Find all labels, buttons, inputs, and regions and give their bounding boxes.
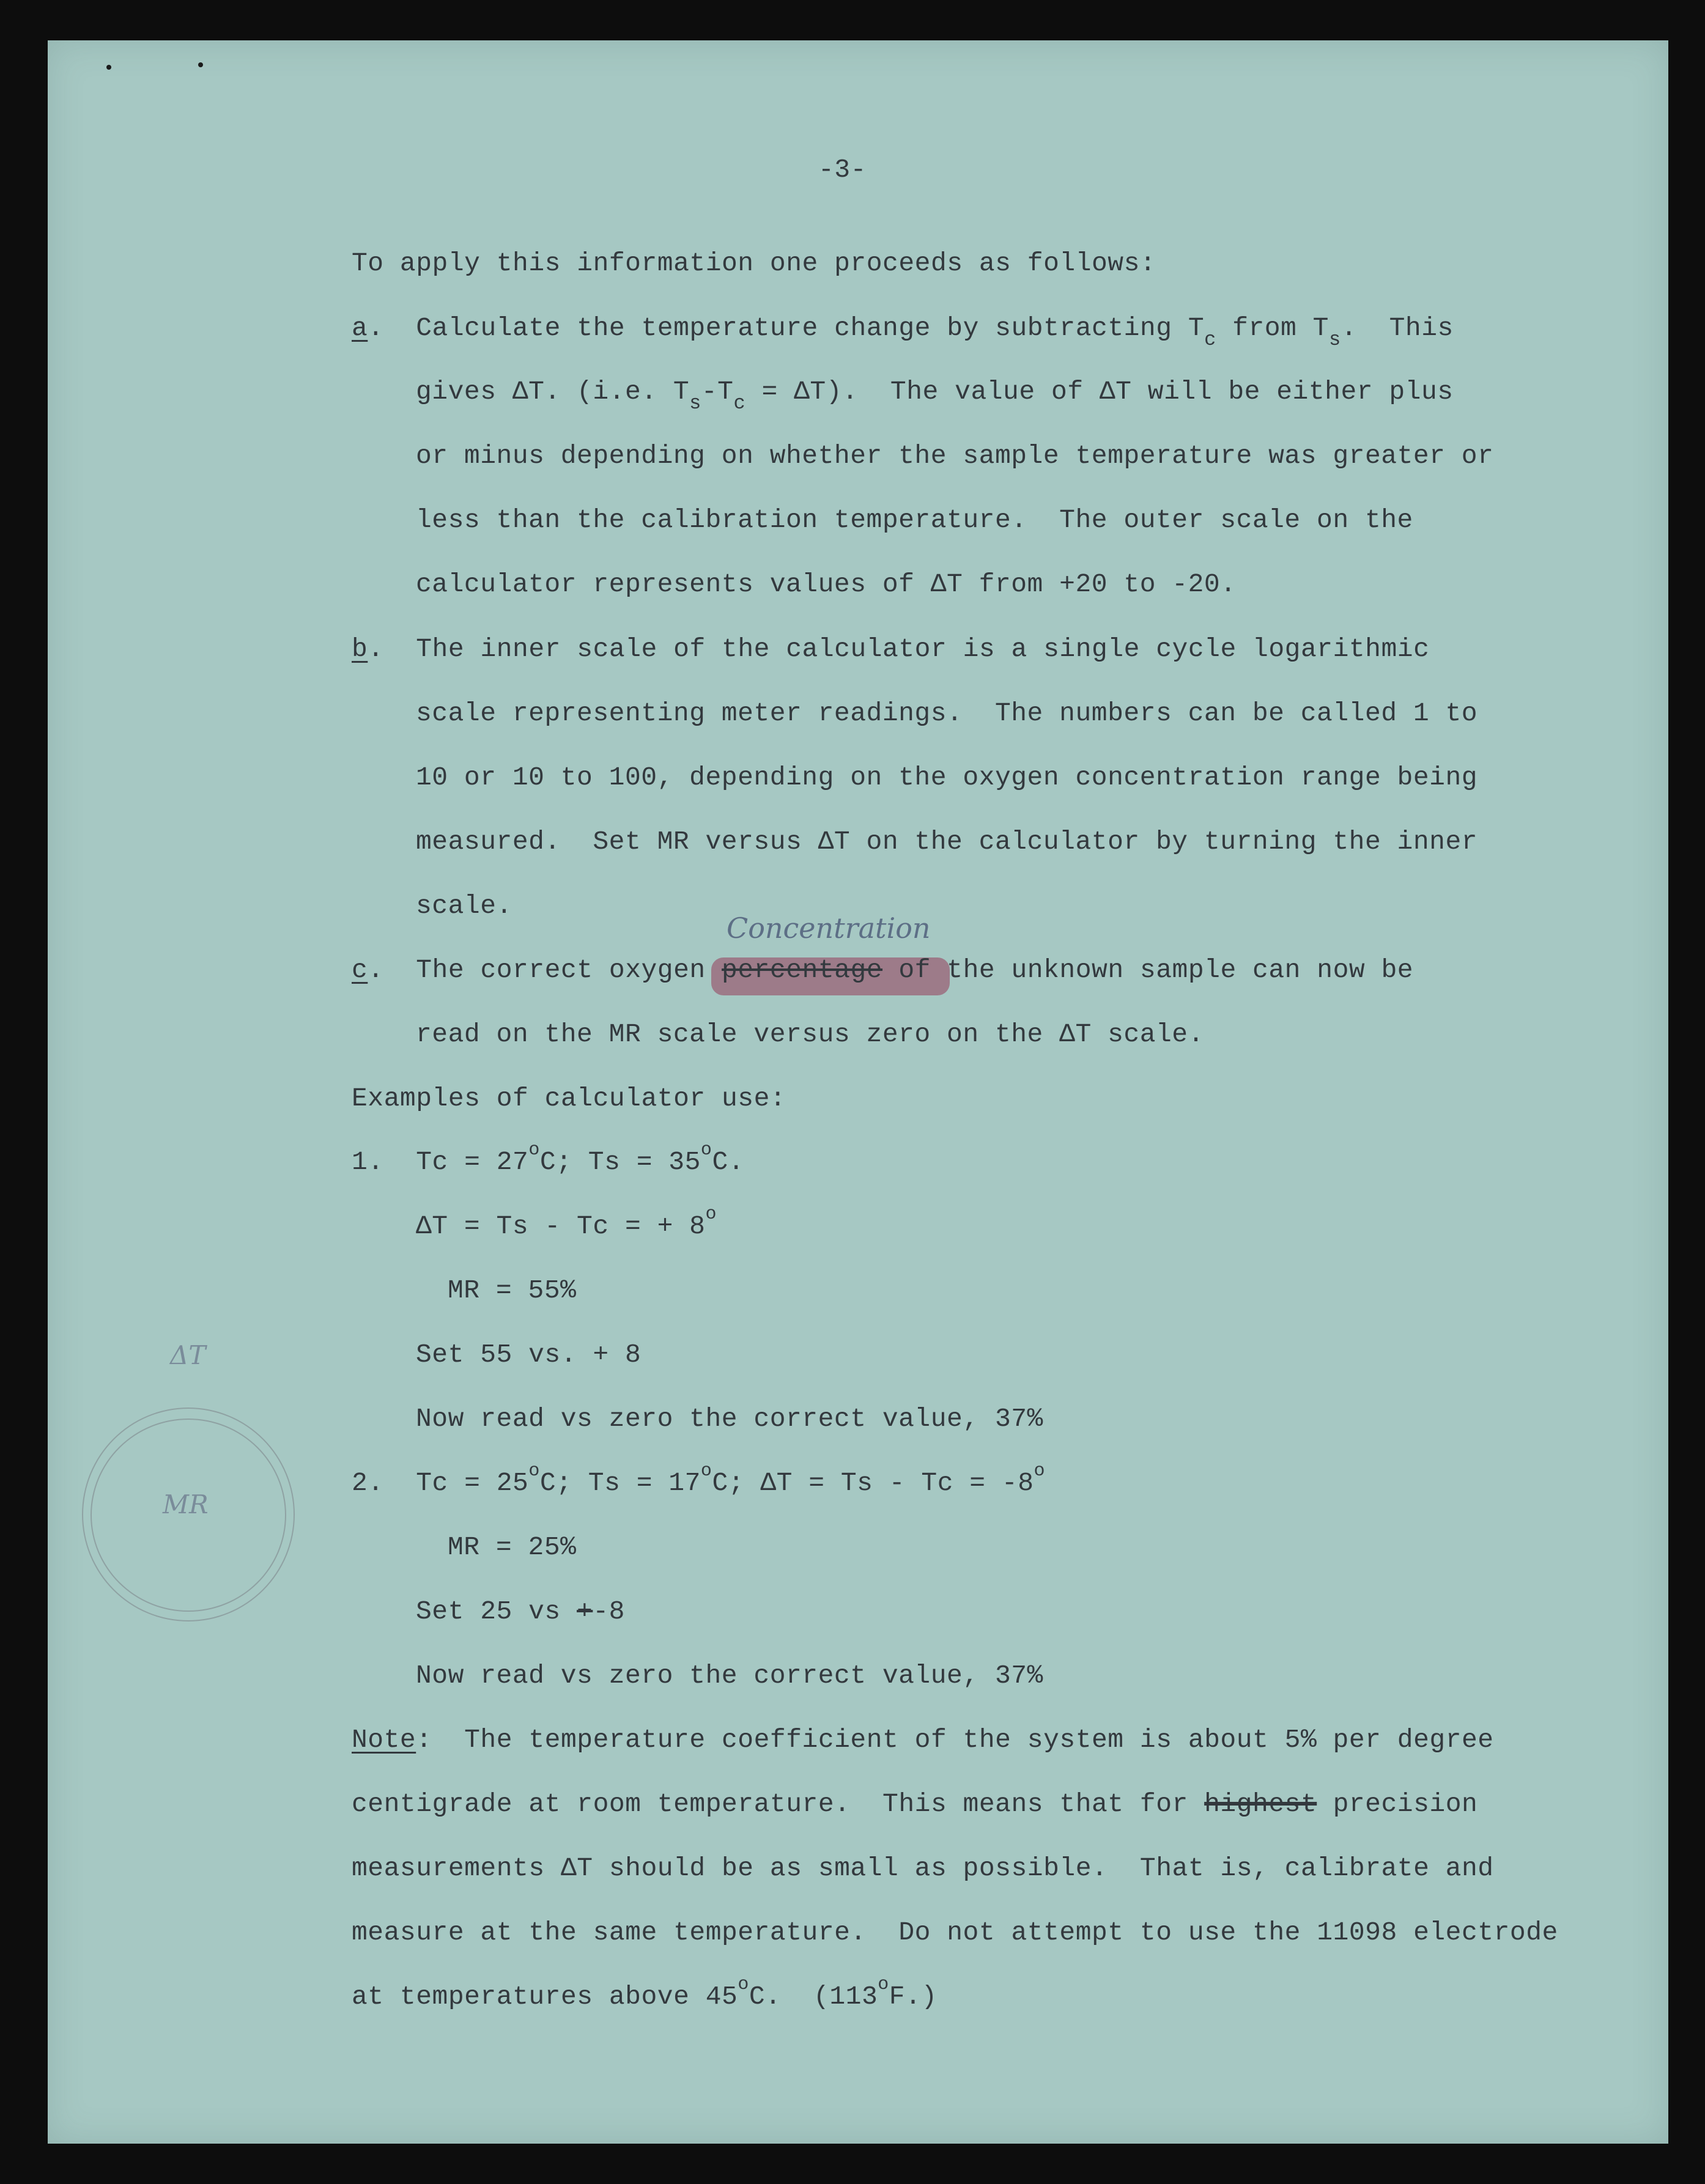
document-page bbox=[48, 40, 1668, 2144]
intro-text: To apply this information one proceeds as follows: bbox=[352, 248, 1156, 278]
step-a-line-4: less than the calibration temperature. The outer scale on the bbox=[416, 505, 1413, 535]
step-a-line-2: gives ΔT. (i.e. $T_s-T_c = \Delta T$). The value of ΔT will be either plus bbox=[416, 377, 1454, 415]
examples-heading: Examples of calculator use: bbox=[352, 1083, 786, 1113]
example-2-line-4: Now read vs zero the correct value, 37% bbox=[416, 1661, 1043, 1691]
step-a-marker: a bbox=[352, 313, 368, 343]
note-line-2: centigrade at room temperature. This means that for highest precision bbox=[352, 1789, 1478, 1819]
step-b-marker: b bbox=[352, 634, 368, 664]
step-a-line-3: or minus depending on whether the sample temperature was greater or bbox=[416, 441, 1494, 471]
handwritten-insertion: Concentration bbox=[727, 912, 931, 945]
step-b-line-3: 10 or 10 to 100, depending on the oxygen concentration range being bbox=[416, 762, 1478, 792]
note-label: Note bbox=[352, 1725, 416, 1755]
example-1-line-1: 1. $Tc = 27^oC$; $Ts = 35^oC$. bbox=[352, 1140, 745, 1177]
page-number: -3- bbox=[818, 155, 867, 185]
example-2-line-3: Set 25 vs +-8 bbox=[416, 1596, 625, 1626]
example-2-line-2: MR = 25% bbox=[448, 1532, 577, 1562]
margin-note-delta-t: ΔT bbox=[170, 1340, 206, 1370]
struck-word: highest bbox=[1204, 1789, 1317, 1819]
step-c-marker: c bbox=[352, 955, 368, 985]
step-b-line-5: scale. bbox=[416, 891, 512, 921]
paper-speck bbox=[106, 65, 111, 70]
example-1-line-3: MR = 55% bbox=[448, 1275, 577, 1305]
note-line-3: measurements ΔT should be as small as possible. That is, calibrate and bbox=[352, 1853, 1494, 1883]
step-a-line-1: a. Calculate the temperature change by subtracting $T_c$ from $T_s$. This bbox=[352, 313, 1454, 351]
step-c-line-2: read on the MR scale versus zero on the ΔT scale. bbox=[416, 1019, 1204, 1049]
note-line-1: Note: The temperature coefficient of the system is about 5% per degree bbox=[352, 1725, 1494, 1755]
example-1-line-2: ΔT = Ts - Tc = + $8^o$ bbox=[416, 1204, 717, 1241]
margin-note-mr: MR bbox=[163, 1489, 209, 1519]
note-line-4: measure at the same temperature. Do not attempt to use the 11098 electrode bbox=[352, 1917, 1558, 1947]
step-b-line-1: b. The inner scale of the calculator is a single cycle logarithmic bbox=[352, 634, 1430, 664]
example-1-line-5: Now read vs zero the correct value, 37% bbox=[416, 1404, 1043, 1434]
struck-sign: + bbox=[577, 1596, 593, 1626]
step-b-line-2: scale representing meter readings. The numbers can be called 1 to bbox=[416, 698, 1478, 728]
example-2-line-1: 2. $Tc = 25^oC$; $Ts = 17^oC$; $\Delta T = Ts - Tc = -8^o$ bbox=[352, 1461, 1046, 1498]
struck-word: percentage bbox=[722, 955, 883, 985]
paper-speck bbox=[198, 62, 203, 67]
step-b-line-4: measured. Set MR versus ΔT on the calculator by turning the inner bbox=[416, 827, 1478, 857]
example-1-line-4: Set 55 vs. + 8 bbox=[416, 1340, 642, 1370]
note-line-5: at temperatures above 45$^o$C. (113$^o$F.) bbox=[352, 1974, 938, 2012]
step-a-line-5: calculator represents values of ΔT from +20 to -20. bbox=[416, 569, 1237, 599]
step-c-line-1: c. The correct oxygen percentage of the unknown sample can now be bbox=[352, 955, 1414, 985]
